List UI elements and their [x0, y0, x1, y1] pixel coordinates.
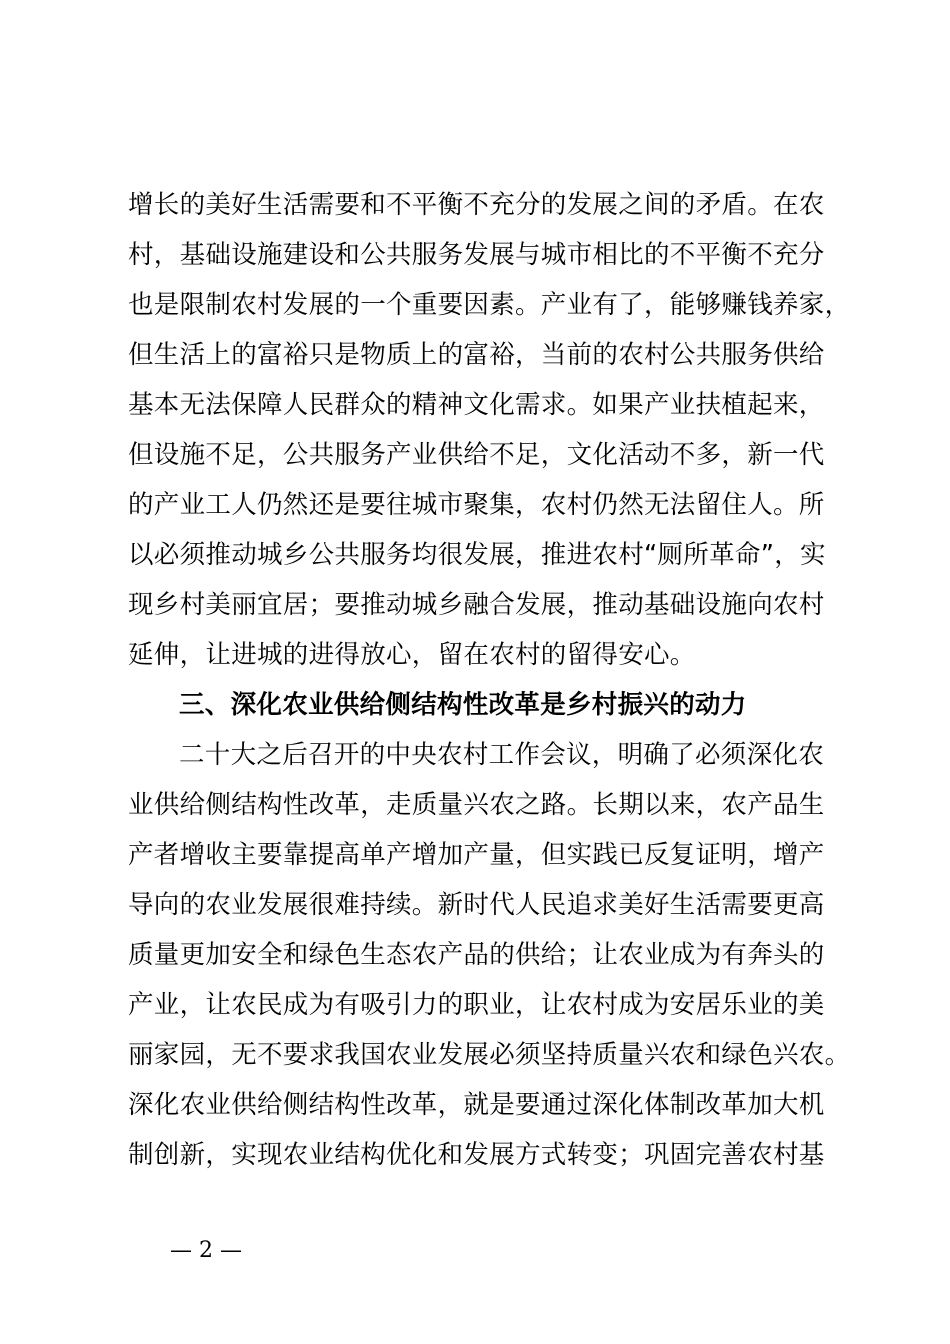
paragraph-line: 现乡村美丽宜居；要推动城乡融合发展，推动基础设施向农村 — [128, 590, 825, 620]
paragraph-line: 业供给侧结构性改革，走质量兴农之路。长期以来，农产品生 — [128, 790, 825, 820]
paragraph-line: 产者增收主要靠提高单产增加产量，但实践已反复证明，增产 — [128, 840, 825, 870]
paragraph-line: 以必须推动城乡公共服务均很发展，推进农村“厕所革命”，实 — [128, 540, 826, 570]
paragraph-line: 但生活上的富裕只是物质上的富裕，当前的农村公共服务供给 — [128, 340, 825, 370]
paragraph-line: 延伸，让进城的进得放心，留在农村的留得安心。 — [128, 640, 696, 670]
body-text — [128, 180, 851, 1180]
paragraph-line: 制创新，实现农业结构优化和发展方式转变；巩固完善农村基 — [128, 1140, 825, 1170]
paragraph-line: 但设施不足，公共服务产业供给不足，文化活动不多，新一代 — [128, 440, 825, 470]
paragraph-line: 导向的农业发展很难持续。新时代人民追求美好生活需要更高 — [128, 890, 825, 920]
page-number: — 2 — — [170, 1238, 242, 1263]
paragraph-line: 也是限制农村发展的一个重要因素。产业有了，能够赚钱养家， — [128, 290, 851, 320]
paragraph-line: 的产业工人仍然还是要往城市聚集，农村仍然无法留住人。所 — [128, 490, 825, 520]
paragraph-line: 增长的美好生活需要和不平衡不充分的发展之间的矛盾。在农 — [128, 190, 825, 220]
paragraph-line: 基本无法保障人民群众的精神文化需求。如果产业扶植起来， — [128, 390, 825, 420]
paragraph-line: 产业，让农民成为有吸引力的职业，让农村成为安居乐业的美 — [128, 990, 825, 1020]
paragraph-line: 质量更加安全和绿色生态农产品的供给；让农业成为有奔头的 — [128, 940, 825, 970]
section-heading: 三、深化农业供给侧结构性改革是乡村振兴的动力 — [179, 690, 747, 720]
paragraph-line: 深化农业供给侧结构性改革，就是要通过深化体制改革加大机 — [128, 1090, 825, 1120]
paragraph-line: 丽家园，无不要求我国农业发展必须坚持质量兴农和绿色兴农。 — [128, 1040, 851, 1070]
paragraph-line: 二十大之后召开的中央农村工作会议，明确了必须深化农 — [179, 740, 825, 770]
paragraph-line: 村，基础设施建设和公共服务发展与城市相比的不平衡不充分 — [128, 240, 825, 270]
